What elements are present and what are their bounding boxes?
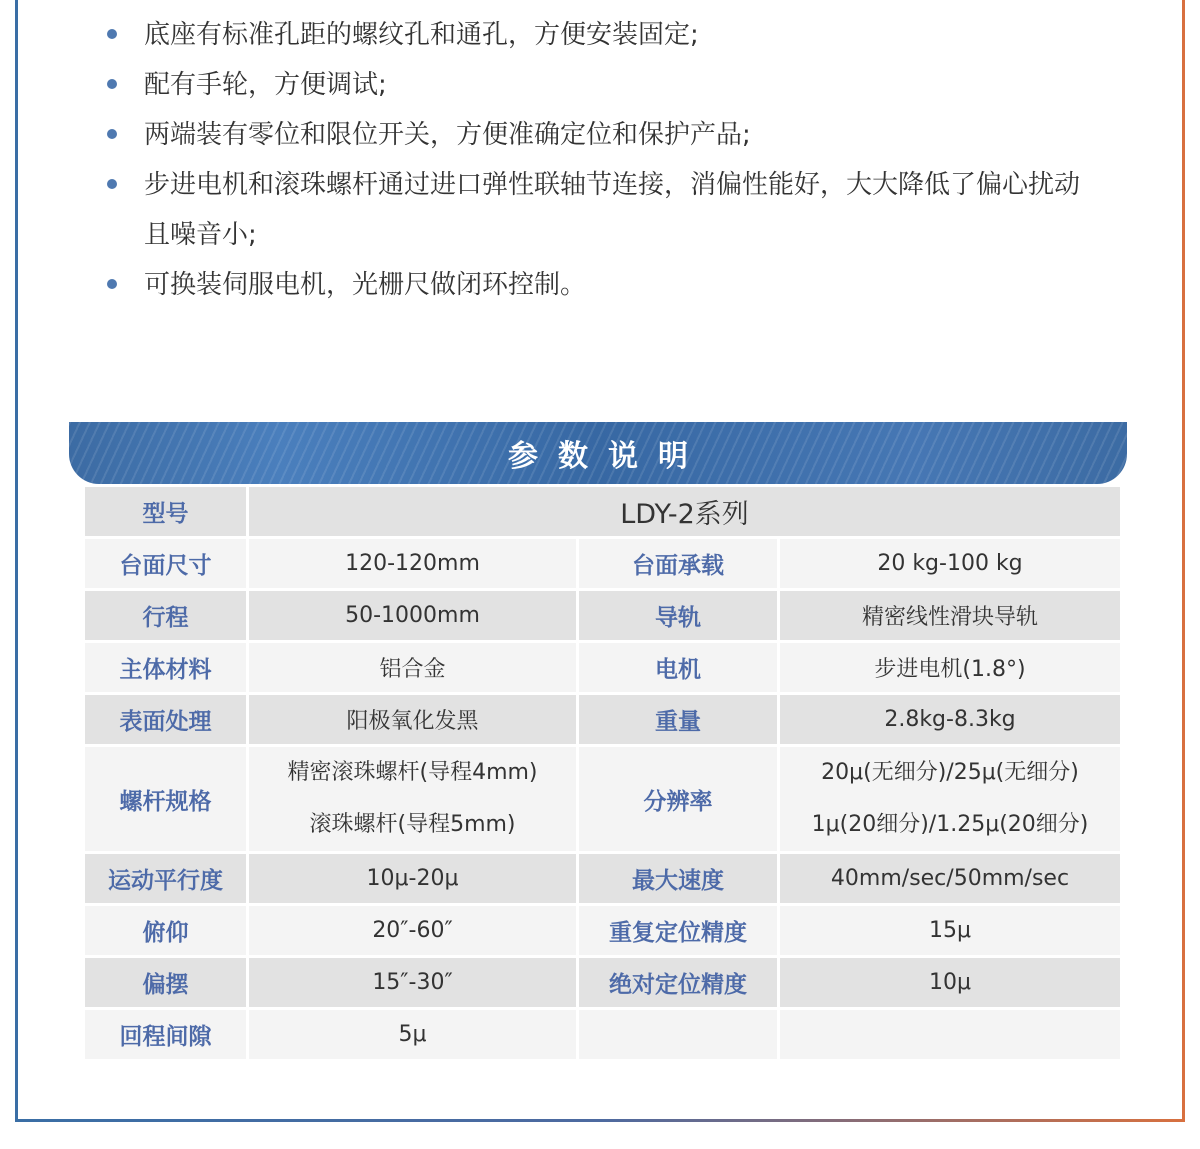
list-item: [102, 10, 1102, 60]
spec-title: 参数说明: [508, 439, 708, 474]
feature-text: 步进电机和滚珠螺杆通过进口弹性联轴节连接，消偏性能好，大大降低了偏心扰动且噪音小;: [144, 170, 1081, 250]
param-value: 20″-60″: [248, 905, 578, 957]
bullet-dot-icon: [107, 29, 117, 39]
param-label: [578, 1009, 779, 1061]
list-item: [102, 110, 1102, 160]
param-value: 步进电机(1.8°): [779, 642, 1122, 694]
param-label: 导轨: [578, 590, 779, 642]
param-label: 绝对定位精度: [578, 957, 779, 1009]
param-value: 5μ: [248, 1009, 578, 1061]
param-label: 最大速度: [578, 853, 779, 905]
param-value: 10μ-20μ: [248, 853, 578, 905]
param-value: 15μ: [779, 905, 1122, 957]
bullet-dot-icon: [107, 279, 117, 289]
param-value: 铝合金: [248, 642, 578, 694]
param-label: 重复定位精度: [578, 905, 779, 957]
bullet-dot-icon: [107, 179, 117, 189]
list-item: [102, 160, 1102, 260]
table-row: [84, 538, 1122, 590]
param-value: [779, 746, 1122, 853]
param-value: [248, 746, 578, 853]
param-label: 行程: [84, 590, 248, 642]
param-value-line: 滚珠螺杆(导程5mm): [309, 812, 516, 837]
param-value: 20 kg-100 kg: [779, 538, 1122, 590]
spec-table: [82, 484, 1123, 1062]
model-value: LDY-2系列: [248, 486, 1122, 538]
table-row: [84, 486, 1122, 538]
model-label: 型号: [84, 486, 248, 538]
param-label: 电机: [578, 642, 779, 694]
param-label: 台面尺寸: [84, 538, 248, 590]
feature-list: [102, 10, 1102, 310]
table-row: [84, 590, 1122, 642]
param-label: 偏摆: [84, 957, 248, 1009]
param-value: 120-120mm: [248, 538, 578, 590]
param-label: 回程间隙: [84, 1009, 248, 1061]
list-item: [102, 60, 1102, 110]
param-label: 重量: [578, 694, 779, 746]
param-label: 表面处理: [84, 694, 248, 746]
param-value: 2.8kg-8.3kg: [779, 694, 1122, 746]
param-label: 螺杆规格: [84, 746, 248, 853]
list-item: [102, 260, 1102, 310]
param-label: 俯仰: [84, 905, 248, 957]
param-value-line: 精密滚珠螺杆(导程4mm): [287, 760, 538, 785]
bullet-dot-icon: [107, 79, 117, 89]
param-label: 台面承载: [578, 538, 779, 590]
spec-banner: [69, 422, 1127, 484]
feature-text: 配有手轮，方便调试;: [144, 70, 387, 100]
param-label: 主体材料: [84, 642, 248, 694]
param-value-line: 20μ(无细分)/25μ(无细分): [821, 760, 1079, 785]
table-row: [84, 746, 1122, 853]
feature-text: 底座有标准孔距的螺纹孔和通孔，方便安装固定;: [144, 20, 699, 50]
param-label: 分辨率: [578, 746, 779, 853]
table-row: [84, 642, 1122, 694]
param-value: 精密线性滑块导轨: [779, 590, 1122, 642]
param-label: 运动平行度: [84, 853, 248, 905]
param-value: 15″-30″: [248, 957, 578, 1009]
param-value: [779, 1009, 1122, 1061]
param-value: 40mm/sec/50mm/sec: [779, 853, 1122, 905]
param-value-line: 1μ(20细分)/1.25μ(20细分): [811, 812, 1089, 837]
param-value: 阳极氧化发黑: [248, 694, 578, 746]
table-row: [84, 694, 1122, 746]
table-row: [84, 853, 1122, 905]
feature-text: 可换装伺服电机，光栅尺做闭环控制。: [144, 270, 587, 300]
table-row: [84, 905, 1122, 957]
param-value: 10μ: [779, 957, 1122, 1009]
param-value: 50-1000mm: [248, 590, 578, 642]
feature-text: 两端装有零位和限位开关，方便准确定位和保护产品;: [144, 120, 751, 150]
bullet-dot-icon: [107, 129, 117, 139]
table-row: [84, 957, 1122, 1009]
table-row: [84, 1009, 1122, 1061]
